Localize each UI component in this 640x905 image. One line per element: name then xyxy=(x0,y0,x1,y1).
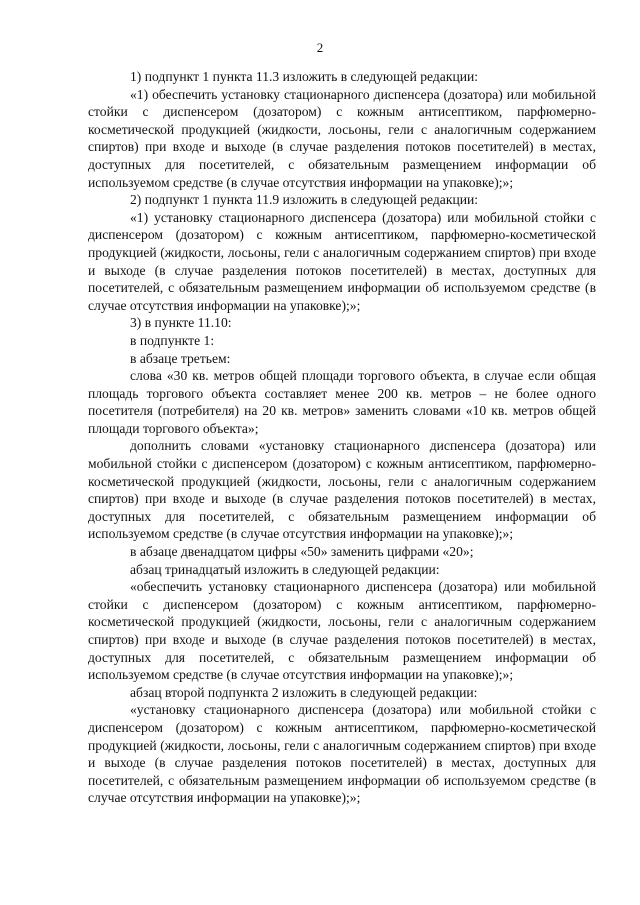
paragraph-item-1-text: «1) обеспечить установку стационарного диспенсера (дозатора) или мобильной стойки с диспенсером (дозатором) с кожным антисептиком, парфюмерно-косметической продукцией (жидкости, лосьоны, гели с аналогичным содержанием спиртов) при входе и выходе (в случае разделения потоков посетителей) в местах, доступных для посетителей, с обязательным размещением информации об используемом средстве (в случае отсутствия информации на упаковке);»; xyxy=(88,86,596,190)
paragraph-subitem-1: в подпункте 1: xyxy=(130,332,215,348)
paragraph-abzac-twelfth: в абзаце двенадцатом цифры «50» заменить цифрами «20»; xyxy=(130,544,474,560)
paragraph-abzac-thirteenth: абзац тринадцатый изложить в следующей редакции: xyxy=(130,561,440,577)
paragraph-item-1-heading: 1) подпункт 1 пункта 11.3 изложить в следующей редакции: xyxy=(130,69,479,84)
paragraph-item-2-heading: 2) подпункт 1 пункта 11.9 изложить в следующей редакции: xyxy=(130,192,479,208)
paragraph-subitem-2-heading: абзац второй подпункта 2 изложить в следующей редакции: xyxy=(130,684,478,700)
document-body xyxy=(88,68,596,807)
paragraph-add-words: дополнить словами «установку стационарного диспенсера (дозатора) или мобильной стойки с диспенсером (дозатором) с кожным антисептиком, парфюмерно-косметической продукцией (жидкости, лосьоны, гели с аналогичным содержанием спиртов) при входе и выходе (в случае разделения потоков посетителей) в местах, доступных для посетителей, с обязательным размещением информации об используемом средстве (в случае отсутствия информации на упаковке);»; xyxy=(88,438,596,542)
paragraph-replace-words: слова «30 кв. метров общей площади торгового объекта, в случае если общая площадь торгового объекта составляет менее 200 кв. метров – не более одного посетителя (потребителя) на 20 кв. метров» заменить словами «10 кв. метров общей площади торгового объекта»; xyxy=(88,368,596,436)
paragraph-abzac-third: в абзаце третьем: xyxy=(130,350,231,366)
page-number: 2 xyxy=(316,40,324,55)
paragraph-item-3-heading: 3) в пункте 11.10: xyxy=(130,315,232,331)
paragraph-subitem-2-text: «установку стационарного диспенсера (дозатора) или мобильной стойки с диспенсером (дозатором) с кожным антисептиком, парфюмерно-косметической продукцией (жидкости, лосьоны, гели с аналогичным содержанием спиртов) при входе и выходе (в случае разделения потоков посетителей) в местах, доступных для посетителей, с обязательным размещением информации об используемом средстве (в случае отсутствия информации на упаковке);»; xyxy=(88,702,596,806)
paragraph-abzac-thirteenth-text: «обеспечить установку стационарного диспенсера (дозатора) или мобильной стойки с диспенсером (дозатором) с кожным антисептиком, парфюмерно-косметической продукцией (жидкости, лосьоны, гели с аналогичным содержанием спиртов) при входе и выходе (в случае разделения потоков посетителей) в местах, доступных для посетителей, с обязательным размещением информации об используемом средстве (в случае отсутствия информации на упаковке);»; xyxy=(88,579,596,683)
paragraph-item-2-text: «1) установку стационарного диспенсера (дозатора) или мобильной стойки с диспенсером (дозатором) с кожным антисептиком, парфюмерно-косметической продукцией (жидкости, лосьоны, гели с аналогичным содержанием спиртов) при входе и выходе (в случае разделения потоков посетителей) в местах, доступных для посетителей, с обязательным размещением информации об используемом средстве (в случае отсутствия информации на упаковке);»; xyxy=(88,209,596,313)
